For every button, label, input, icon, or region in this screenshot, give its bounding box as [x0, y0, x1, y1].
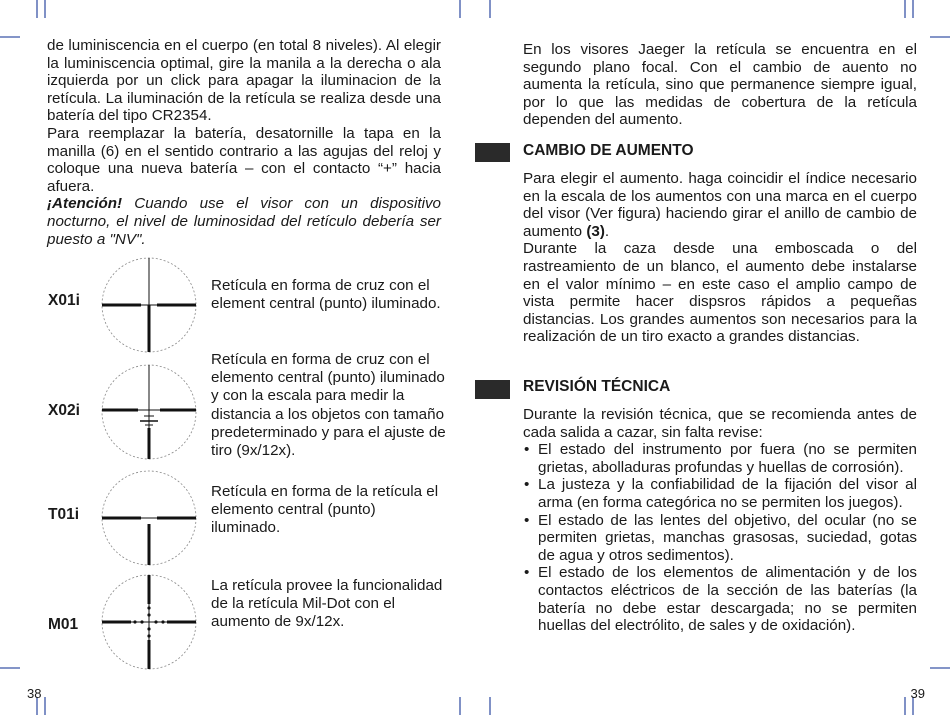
list-item: • El estado de los elementos de alimentación y de los contactos eléctricos de la sección de las baterías (la batería no debe estar descargada; no se permiten huellas del electrólito, de sales y de oxidación). [523, 564, 917, 634]
list-item: • El estado del instrumento por fuera (no se permiten grietas, abolladuras profundas y huellas de corrosión). [523, 441, 917, 476]
luminescence-paragraph: de luminiscencia en el cuerpo (en total 8 niveles). Al elegir la luminiscencia optimal, gire la manila a la derecha o ala izquierda por un click para apagar la iluminacion de la retícula. La iluminación de la retícula se realiza desde una batería del tipo CR2354. [47, 37, 441, 125]
section-bar-revision [475, 380, 510, 399]
cambio-p1-end: . [604, 222, 610, 240]
revision-section-body [523, 406, 917, 635]
reticle-desc-t01i: Retícula en forma de la retícula el elemento central (punto) iluminado. [211, 483, 439, 537]
warning-paragraph [47, 195, 441, 248]
list-item: • La justeza y la confiabilidad de la fijación del visor al arma (en forma categórica no se permiten los juegos). [523, 476, 917, 511]
reticle-desc-m01: La retícula provee la funcionalidad de la retícula Mil-Dot con el aumento de 9x/12x. [211, 577, 443, 631]
cambio-section-body [523, 170, 917, 346]
reticle-code-x01i: X01i [48, 292, 80, 309]
heading-cambio-aumento: CAMBIO DE AUMENTO [523, 142, 694, 159]
reticle-code-m01: M01 [48, 616, 79, 633]
reticle-x01i-diagram [98, 255, 200, 355]
list-item: • El estado de las lentes del objetivo, del ocular (no se permiten grietas, manchas grasosas, suciedad, gotas de agua y otros sedimentos). [523, 512, 917, 565]
right-page [475, 0, 950, 715]
page-number-right: 39 [910, 686, 925, 701]
focal-plane-paragraph: En los visores Jaeger la retícula se encuentra en el segundo plano focal. Con el cambio de auento no aumenta la retícula, sino que permanence siempre igual, por lo que las medidas de cobertura de la retícula dependen del aumento. [523, 41, 917, 129]
page-number-left: 38 [27, 686, 42, 701]
reticle-desc-x01i: Retícula en forma de cruz con el element central (punto) iluminado. [211, 277, 441, 313]
cambio-paragraph-2: Durante la caza desde una emboscada o del rastreamiento de un blanco, el aumento debe instalarse en el valor mínimo – en este caso el amplio campo de vista permite hacer dispsros rápidos a pequeñas distancias. Los grandes aumentos son necesarios para la realización de un tiro exacto a grandes distancias. [523, 240, 917, 346]
reticle-desc-x02i: Retícula en forma de cruz con el elemento central (punto) iluminado y con la escala para medir la distancia a los objetos con tamaño predeterminado y para el ajuste de tiro (9x/12x). [211, 351, 446, 460]
reticle-code-t01i: T01i [48, 506, 80, 523]
heading-revision-tecnica: REVISIÓN TÉCNICA [523, 378, 671, 395]
revision-checklist [523, 441, 917, 635]
left-text-block [47, 37, 441, 248]
revision-intro: Durante la revisión técnica, que se recomienda antes de cada salida a cazar, sin falta revise: [523, 406, 917, 441]
reticle-m01-diagram [98, 572, 200, 672]
reticle-t01i-diagram [98, 468, 200, 568]
battery-paragraph: Para reemplazar la batería, desatornille la tapa en la manilla (6) en el sentido contrario a las agujas del reloj y coloque una nueva batería – con el contacto “+” hacia afuera. [47, 124, 441, 195]
cambio-paragraph-1 [523, 170, 917, 240]
reticle-x02i-diagram [98, 362, 200, 462]
warning-label: ¡Atención! [47, 195, 123, 213]
section-bar-cambio [475, 143, 510, 162]
cambio-p1-ref: (3) [586, 222, 605, 240]
reticle-code-x02i: X02i [48, 402, 80, 419]
warning-text: Cuando use el visor con un dispositivo nocturno, el nivel de luminosidad del retículo debería ser puesto a "NV". [47, 195, 441, 248]
cambio-p1-text: Para elegir el aumento. haga coincidir el índice necesario en la escala de los aumentos con una marca en el cuerpo del visor (Ver figura) haciendo girar el anillo de cambio de aumento [523, 170, 917, 240]
